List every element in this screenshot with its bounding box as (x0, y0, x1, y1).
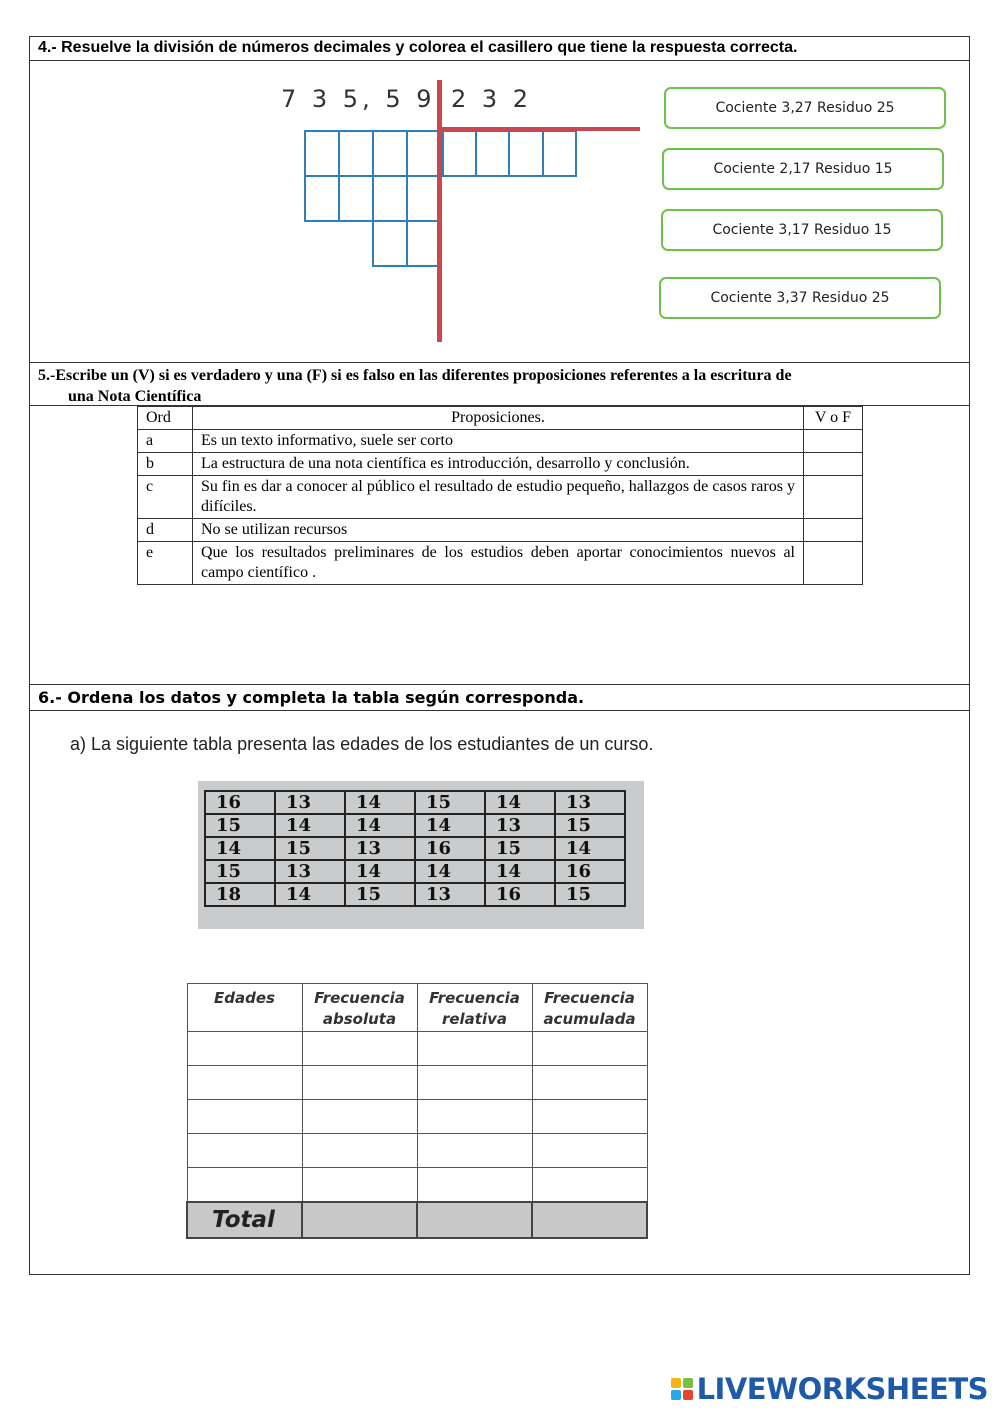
answer-cell (372, 220, 408, 267)
blank-input[interactable] (302, 1032, 417, 1066)
header-ord: Ord (138, 407, 193, 430)
table-header-row (138, 407, 863, 430)
table-row (138, 453, 863, 476)
age-cell: 13 (345, 837, 415, 860)
table-row (138, 519, 863, 542)
table-row (187, 1066, 647, 1100)
table-row (205, 814, 625, 837)
table-row (138, 542, 863, 585)
answer-cell (406, 220, 441, 267)
blank-input[interactable] (302, 1168, 417, 1202)
row-text: Que los resultados preliminares de los estudios deben aportar conocimientos nuevos al campo científico . (193, 542, 804, 585)
age-cell: 13 (485, 814, 555, 837)
answer-option-2[interactable]: Cociente 2,17 Residuo 15 (662, 148, 944, 190)
age-cell: 14 (205, 837, 275, 860)
blank-input[interactable] (302, 1134, 417, 1168)
blank-input[interactable] (187, 1100, 302, 1134)
answer-cell (338, 175, 374, 222)
table-row (205, 860, 625, 883)
age-cell: 14 (275, 814, 345, 837)
divider (29, 362, 970, 363)
blank-input[interactable] (417, 1168, 532, 1202)
header-frecuencia-acumulada: Frecuencia acumulada (532, 984, 647, 1032)
row-ord: e (138, 542, 193, 585)
blank-input[interactable] (187, 1032, 302, 1066)
age-cell: 15 (345, 883, 415, 906)
age-cell: 13 (275, 860, 345, 883)
answer-option-3[interactable]: Cociente 3,17 Residuo 15 (661, 209, 943, 251)
age-cell: 16 (415, 837, 485, 860)
age-cell: 14 (345, 860, 415, 883)
row-ord: a (138, 430, 193, 453)
age-cell: 14 (345, 814, 415, 837)
table-row (187, 1032, 647, 1066)
question-4-title: 4.- Resuelve la división de números decimales y colorea el casillero que tiene la respuesta correcta. (38, 39, 798, 56)
blank-input[interactable] (302, 1202, 417, 1238)
age-cell: 14 (555, 837, 625, 860)
logo-icon (671, 1378, 693, 1400)
age-cell: 14 (485, 860, 555, 883)
header-frecuencia-relativa: Frecuencia relativa (417, 984, 532, 1032)
blank-input[interactable] (302, 1100, 417, 1134)
answer-cell (406, 175, 441, 222)
answer-cell (338, 130, 374, 177)
age-cell: 16 (205, 791, 275, 814)
blank-input[interactable] (187, 1066, 302, 1100)
question-5-title-line1: 5.-Escribe un (V) si es verdadero y una (F) si es falso en las diferentes proposiciones referentes a la escritura de (38, 367, 792, 384)
row-text: La estructura de una nota científica es introducción, desarrollo y conclusión. (193, 453, 804, 476)
blank-input[interactable] (532, 1066, 647, 1100)
table-row (187, 1100, 647, 1134)
header-frecuencia-absoluta: Frecuencia absoluta (302, 984, 417, 1032)
blank-input[interactable] (532, 1202, 647, 1238)
quotient-cell (442, 130, 477, 177)
table-row (187, 1134, 647, 1168)
division-vertical-line (437, 80, 442, 342)
age-cell: 16 (555, 860, 625, 883)
answer-option-4[interactable]: Cociente 3,37 Residuo 25 (659, 277, 941, 319)
age-cell: 14 (275, 883, 345, 906)
age-cell: 14 (415, 860, 485, 883)
age-cell: 16 (485, 883, 555, 906)
age-cell: 14 (485, 791, 555, 814)
frequency-header-row (187, 984, 647, 1032)
blank-input[interactable] (532, 1168, 647, 1202)
v-o-f-input[interactable] (804, 430, 863, 453)
divisor: 2 3 2 (451, 85, 533, 113)
row-text: No se utilizan recursos (193, 519, 804, 542)
row-ord: c (138, 476, 193, 519)
answer-cell (372, 130, 408, 177)
question-5-title-line2: una Nota Científica (68, 388, 202, 405)
answer-cell (304, 130, 340, 177)
blank-input[interactable] (417, 1134, 532, 1168)
quotient-cell (508, 130, 544, 177)
age-cell: 14 (345, 791, 415, 814)
quotient-cell (475, 130, 510, 177)
blank-input[interactable] (187, 1168, 302, 1202)
age-cell: 15 (415, 791, 485, 814)
v-o-f-input[interactable] (804, 453, 863, 476)
row-ord: b (138, 453, 193, 476)
ages-table (204, 790, 626, 907)
age-cell: 13 (555, 791, 625, 814)
row-ord: d (138, 519, 193, 542)
age-cell: 15 (485, 837, 555, 860)
age-cell: 15 (205, 860, 275, 883)
table-row (138, 430, 863, 453)
age-cell: 14 (415, 814, 485, 837)
v-o-f-input[interactable] (804, 519, 863, 542)
v-o-f-input[interactable] (804, 476, 863, 519)
dividend: 7 3 5, 5 9 (281, 85, 436, 113)
age-cell: 15 (205, 814, 275, 837)
blank-input[interactable] (532, 1032, 647, 1066)
table-row (205, 883, 625, 906)
divider (29, 60, 970, 61)
division-horizontal-line (442, 127, 640, 131)
answer-cell (406, 130, 441, 177)
frequency-table (186, 983, 648, 1239)
answer-cell (372, 175, 408, 222)
row-text: Su fin es dar a conocer al público el resultado de estudio pequeño, hallazgos de casos raros y difíciles. (193, 476, 804, 519)
table-row (138, 476, 863, 519)
question-5-title (38, 365, 943, 407)
propositions-table (137, 406, 863, 585)
v-o-f-input[interactable] (804, 542, 863, 585)
age-cell: 13 (415, 883, 485, 906)
blank-input[interactable] (417, 1202, 532, 1238)
total-label: Total (187, 1202, 302, 1238)
header-v-o-f: V o F (804, 407, 863, 430)
total-row (187, 1202, 647, 1238)
instruction-a: a) La siguiente tabla presenta las edades de los estudiantes de un curso. (70, 734, 654, 754)
table-row (205, 837, 625, 860)
brand-text: LIVEWORKSHEETS (696, 1372, 988, 1406)
blank-input[interactable] (417, 1032, 532, 1066)
age-cell: 15 (555, 883, 625, 906)
answer-option-1[interactable]: Cociente 3,27 Residuo 25 (664, 87, 946, 129)
blank-input[interactable] (302, 1066, 417, 1100)
table-row (205, 791, 625, 814)
blank-input[interactable] (532, 1100, 647, 1134)
quotient-cell (542, 130, 577, 177)
age-cell: 13 (275, 791, 345, 814)
age-cell: 15 (275, 837, 345, 860)
header-propositions: Proposiciones. (193, 407, 804, 430)
liveworksheets-logo (671, 1372, 988, 1406)
blank-input[interactable] (417, 1066, 532, 1100)
header-edades: Edades (187, 984, 302, 1032)
answer-cell (304, 175, 340, 222)
divider (29, 710, 970, 711)
ages-table-image (198, 781, 644, 929)
age-cell: 18 (205, 883, 275, 906)
blank-input[interactable] (417, 1100, 532, 1134)
divider (29, 684, 970, 685)
age-cell: 15 (555, 814, 625, 837)
blank-input[interactable] (532, 1134, 647, 1168)
row-text: Es un texto informativo, suele ser corto (193, 430, 804, 453)
table-row (187, 1168, 647, 1202)
blank-input[interactable] (187, 1134, 302, 1168)
question-6-title: 6.- Ordena los datos y completa la tabla según corresponda. (38, 688, 585, 707)
